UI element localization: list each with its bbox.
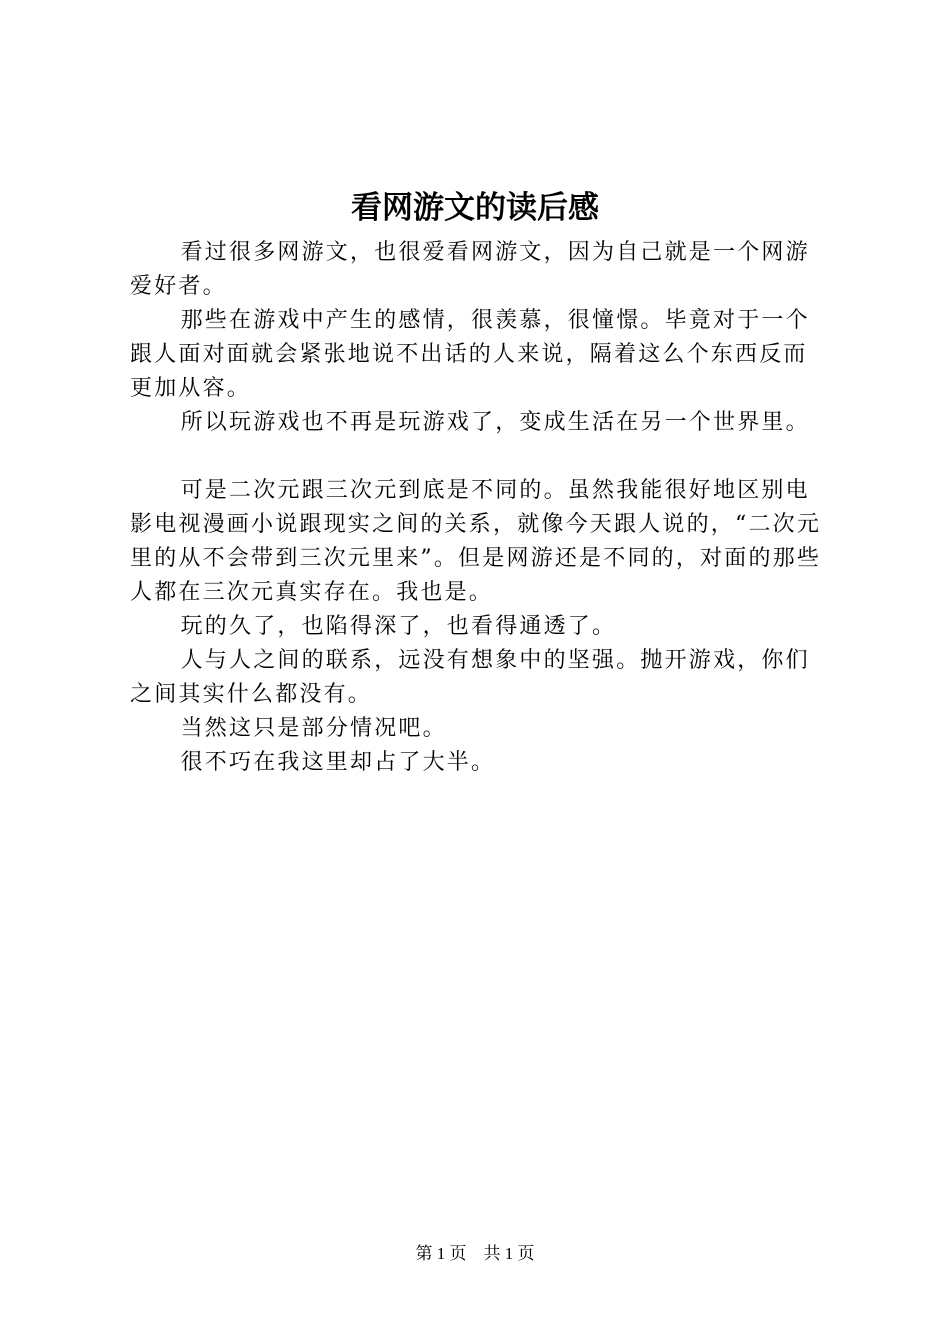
document-body [130, 236, 830, 780]
document-title: 看网游文的读后感 [351, 190, 599, 226]
page-total: 共 1 页 [483, 1244, 535, 1263]
paragraph: 玩的久了，也陷得深了，也看得通透了。 [180, 614, 617, 639]
page-separator [471, 1244, 480, 1263]
paragraph: 当然这只是部分情况吧。 [180, 716, 447, 741]
paragraph: 看过很多网游文，也很爱看网游文，因为自己就是一个网游爱好者。 [130, 240, 810, 299]
paragraph: 可是二次元跟三次元到底是不同的。虽然我能很好地区别电影电视漫画小说跟现实之间的关系，就像今天跟人说的，“二次元里的从不会带到三次元里来”。但是网游还是不同的，对面的那些人都在三次元真实存在。我也是。 [130, 478, 822, 605]
page-footer [0, 1242, 950, 1266]
paragraph: 那些在游戏中产生的感情，很羡慕，很憧憬。毕竟对于一个跟人面对面就会紧张地说不出话的人来说，隔着这么个东西反而更加从容。 [130, 308, 810, 401]
paragraph: 所以玩游戏也不再是玩游戏了，变成生活在另一个世界里。 [180, 410, 810, 435]
page-number: 第 1 页 [415, 1244, 467, 1263]
paragraph: 人与人之间的联系，远没有想象中的坚强。抛开游戏，你们之间其实什么都没有。 [130, 648, 810, 707]
blank-line [130, 440, 830, 474]
paragraph: 很不巧在我这里却占了大半。 [180, 750, 496, 775]
